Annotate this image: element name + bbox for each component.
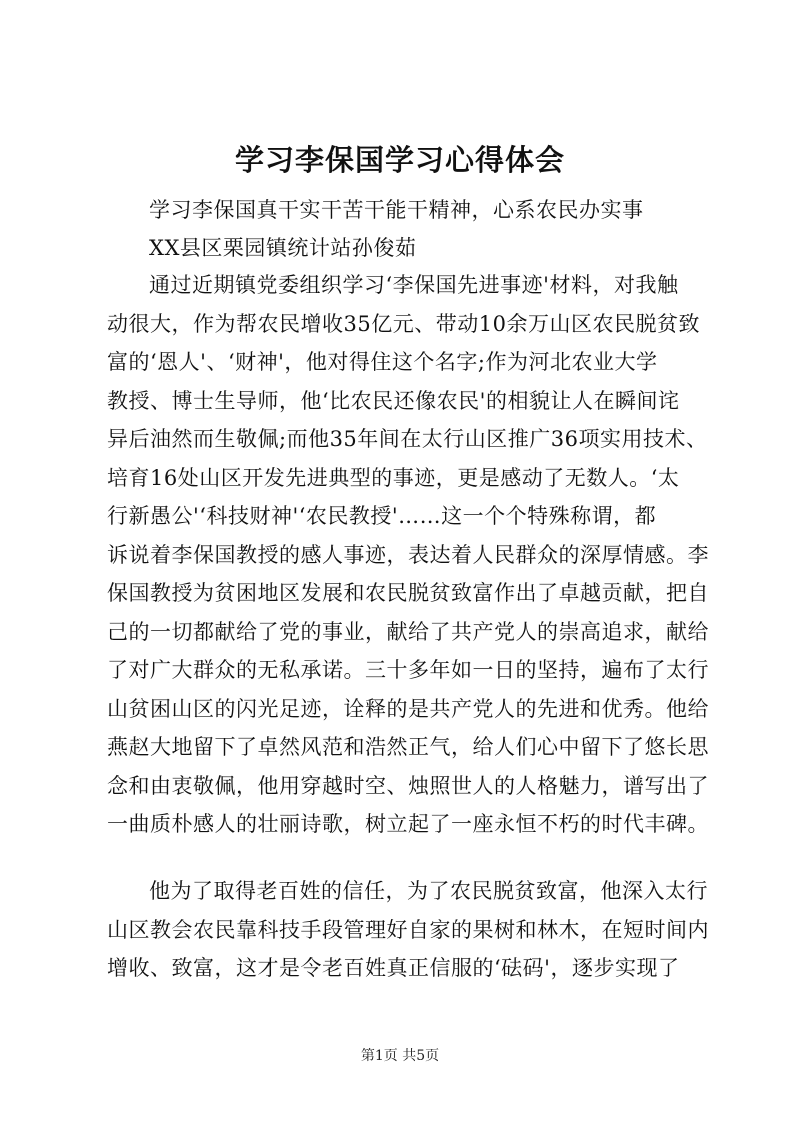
paragraph-line: 增收、致富，这才是令老百姓真正信服的‘砝码'，逐步实现了: [107, 956, 680, 980]
paragraph-line: 己的一切都献给了党的事业，献给了共产党人的崇高追求，献给: [107, 619, 709, 644]
paragraph-line: 一曲质朴感人的壮丽诗歌，树立起了一座永恒不朽的时代丰碑。: [107, 812, 709, 836]
paragraph-line: 富的‘恩人'、‘财神'，他对得住这个名字;作为河北农业大学: [107, 350, 658, 374]
paragraph-line: 异后油然而生敬佩;而他35年间在太行山区推广36项实用技术、: [107, 427, 708, 451]
paragraph-2: [107, 872, 707, 988]
paragraph-line: 了对广大群众的无私承诺。三十多年如一日的坚持，遍布了太行: [107, 658, 709, 682]
paragraph-line: 诉说着李保国教授的感人事迹，表达着人民群众的深厚情感。李: [107, 542, 709, 567]
document-subtitle: [107, 191, 707, 230]
paragraph-line: 教授、博士生导师，他‘比农民还像农民'的相貌让人在瞬间诧: [107, 388, 680, 413]
paragraph-line: 动很大，作为帮农民增收35亿元、带动10余万山区农民脱贫致: [107, 311, 700, 336]
document-author: [107, 229, 707, 268]
author-text: XX县区栗园镇统计站孙俊茹: [149, 236, 417, 260]
paragraph-line: 山贫困山区的闪光足迹，诠释的是共产党人的先进和优秀。他给: [107, 696, 709, 721]
paragraph-line: 行新愚公'‘科技财神'‘农民教授'……这一个个特殊称谓，都: [107, 504, 657, 528]
document-title: 学习李保国学习心得体会: [234, 143, 565, 177]
subtitle-text: 学习李保国真干实干苦干能干精神，心系农民办实事: [149, 198, 644, 222]
paragraph-line: 他为了取得老百姓的信任，为了农民脱贫致富，他深入太行: [149, 879, 708, 903]
paragraph-1: [107, 266, 707, 844]
paragraph-line: 保国教授为贫困地区发展和农民脱贫致富作出了卓越贡献，把自: [107, 581, 709, 605]
paragraph-line: 山区教会农民靠科技手段管理好自家的果树和林木，在短时间内: [107, 917, 709, 942]
paragraph-line: 通过近期镇党委组织学习‘李保国先进事迹'材料，对我触: [149, 273, 679, 297]
page-footer: 第1页 共5页: [360, 1048, 440, 1064]
paragraph-line: 燕赵大地留下了卓然风范和浩然正气，给人们心中留下了悠长思: [107, 735, 709, 759]
paragraph-line: 念和由衷敬佩，他用穿越时空、烛照世人的人格魅力，谱写出了: [107, 773, 709, 798]
paragraph-line: 培育16处山区开发先进典型的事迹，更是感动了无数人。‘太: [107, 465, 680, 490]
